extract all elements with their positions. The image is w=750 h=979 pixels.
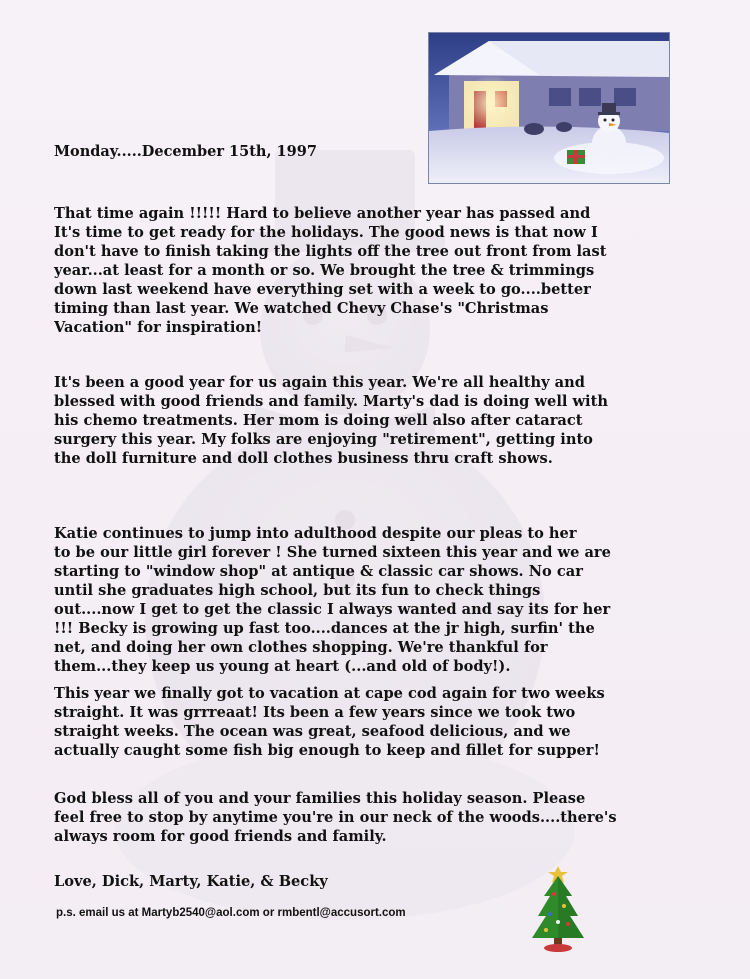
- letter-postscript: p.s. email us at Martyb2540@aol.com or rmbentl@accusort.com: [56, 907, 406, 919]
- paragraph-holidays: That time again !!!!! Hard to believe another year has passed and It's time to get ready for the holidays. The good news is that now I don't have to finish taking the lights off the tree out front from last year...at least for a month or so. We brought the tree & trimmings down last weekend have everything set with a week to go....better timing than last year. We watched Chevy Chase's "Christmas Vacation" for inspiration!: [54, 205, 607, 336]
- paragraph-kids: Katie continues to jump into adulthood despite our pleas to her to be our little girl forever ! She turned sixteen this year and we are starting to "window shop" at antique & classic car shows. No car until she graduates high school, but its fun to check things out....now I get to get the classic I always wanted and say its for her !!! Becky is growing up fast too....dances at the jr high, surfin' the net, and doing her own clothes shopping. We're thankful for them...they keep us young at heart (...and old of body!).: [54, 525, 611, 675]
- paragraph-vacation: This year we finally got to vacation at cape cod again for two weeks straight. It was grrreaat! Its been a few years since we took two straight weeks. The ocean was great, seafood delicious, and we actually caught some fish big enough to keep and fillet for supper!: [54, 685, 605, 759]
- snowy-house-with-snowman-icon: [428, 32, 670, 184]
- letter-date: Monday.....December 15th, 1997: [54, 143, 317, 160]
- paragraph-blessing: God bless all of you and your families this holiday season. Please feel free to stop by anytime you're in our neck of the woods....there's always room for good friends and family.: [54, 790, 617, 845]
- letter-signoff: Love, Dick, Marty, Katie, & Becky: [54, 873, 328, 890]
- paragraph-good-year: It's been a good year for us again this year. We're all healthy and blessed with good friends and family. Marty's dad is doing well with his chemo treatments. Her mom is doing well also after cataract surgery this year. My folks are enjoying "retirement", getting into the doll furniture and doll clothes business thru craft shows.: [54, 374, 608, 467]
- christmas-tree-icon: [528, 862, 588, 954]
